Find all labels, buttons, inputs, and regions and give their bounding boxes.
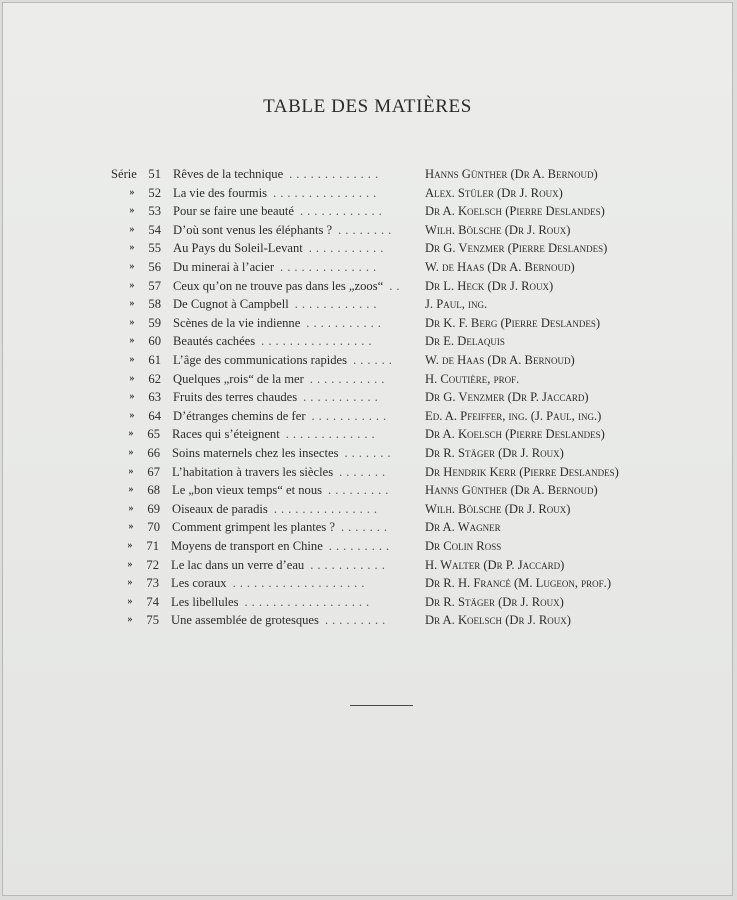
entry-title: Le „bon vieux temps“ et nous: [172, 483, 323, 498]
entry-author: Wilh. Bölsche (Dr J. Roux): [425, 501, 571, 516]
toc-entry: [3, 593, 733, 611]
entry-title: L’habitation à travers les siècles: [172, 464, 334, 479]
leader-dots: ...........: [309, 371, 389, 386]
serie-label: Série: [111, 167, 137, 181]
leader-dots: .............: [285, 427, 379, 442]
continuation-mark: »: [127, 540, 133, 551]
continuation-mark: »: [128, 484, 134, 496]
leader-dots: ...............: [273, 501, 382, 516]
entry-title: Pour se faire une beauté: [173, 204, 294, 219]
toc-entry: [3, 295, 733, 313]
series-number: 65: [147, 427, 160, 442]
entry-title: Le lac dans un verre d’eau: [171, 557, 305, 572]
entry-author: J. Paul, ing.: [425, 297, 488, 312]
toc-entry: [3, 407, 733, 425]
leader-dots: ...................: [232, 576, 369, 591]
entry-author: Dr A. Koelsch (Pierre Deslandes): [425, 427, 605, 442]
entry-author: Hanns Günther (Dr A. Bernoud): [425, 483, 598, 498]
toc-entry: [3, 277, 733, 295]
entry-title: Races qui s’éteignent: [172, 427, 280, 442]
series-number: 74: [146, 594, 159, 609]
continuation-mark: »: [129, 316, 135, 328]
page-title: TABLE DES MATIÈRES: [263, 96, 472, 117]
entry-author: Hanns Günther (Dr A. Bernoud): [425, 167, 598, 181]
leader-dots: ...........: [303, 390, 382, 405]
entry-title: Une assemblée de grotesques: [171, 613, 319, 628]
entry-title: D’où sont venus les éléphants ?: [173, 222, 333, 237]
entry-title: Du minerai à l’acier: [173, 260, 275, 274]
leader-dots: .........: [328, 483, 393, 498]
toc-entry: [3, 370, 733, 388]
series-number: 62: [148, 371, 161, 386]
toc-entry: [3, 239, 733, 257]
series-number: 73: [146, 576, 159, 591]
toc-entry: [3, 537, 733, 555]
toc-entry: [3, 574, 733, 592]
continuation-mark: »: [129, 409, 135, 421]
entry-author: Dr G. Venzmer (Dr P. Jaccard): [425, 390, 589, 405]
table-of-contents: [3, 3, 732, 895]
entry-title: Comment grimpent les plantes ?: [172, 520, 335, 535]
toc-entry: [3, 425, 733, 443]
continuation-mark: »: [128, 521, 134, 533]
toc-entry: [3, 221, 733, 239]
entry-author: Dr G. Venzmer (Pierre Deslandes): [425, 241, 608, 256]
leader-dots: ........: [338, 222, 396, 237]
leader-dots: .......: [341, 520, 392, 535]
leader-dots: ...........: [306, 315, 385, 330]
series-number: 52: [148, 185, 161, 200]
continuation-mark: »: [129, 223, 135, 235]
entry-title: D’étranges chemins de fer: [173, 408, 306, 423]
series-number: 51: [148, 167, 161, 181]
continuation-mark: »: [129, 298, 135, 310]
series-number: 66: [147, 446, 160, 460]
entry-title: Rêves de la technique: [173, 167, 284, 181]
entry-author: W. de Haas (Dr A. Bernoud): [425, 353, 575, 367]
toc-entry: [3, 388, 733, 406]
toc-entry: [3, 463, 733, 481]
entry-title: Les libellules: [171, 594, 239, 609]
leader-dots: ..................: [244, 594, 374, 609]
toc-entry: [3, 611, 733, 629]
continuation-mark: »: [127, 558, 133, 570]
entry-author: Dr L. Heck (Dr J. Roux): [425, 278, 554, 293]
leader-dots: ..: [389, 278, 404, 293]
leader-dots: ..............: [280, 260, 381, 274]
entry-author: Ed. A. Pfeiffer, ing. (J. Paul, ing.): [425, 408, 602, 423]
continuation-mark: »: [129, 335, 135, 347]
series-number: 70: [147, 520, 160, 535]
entry-title: Au Pays du Soleil-Levant: [173, 241, 303, 256]
toc-entry: [3, 556, 733, 574]
continuation-mark: »: [129, 391, 135, 403]
series-number: 75: [146, 613, 159, 628]
entry-author: Dr A. Koelsch (Dr J. Roux): [425, 613, 571, 628]
series-number: 69: [147, 501, 160, 516]
entry-author: Wilh. Bölsche (Dr J. Roux): [425, 222, 571, 237]
entry-title: Moyens de transport en Chine: [171, 539, 323, 553]
leader-dots: ...........: [311, 408, 391, 423]
continuation-mark: »: [129, 242, 135, 254]
toc-entry: [3, 165, 733, 183]
toc-entry: [3, 500, 733, 518]
continuation-mark: »: [128, 502, 134, 514]
leader-dots: ............: [300, 204, 386, 219]
continuation-mark: »: [128, 428, 134, 440]
entry-title: Quelques „rois“ de la mer: [173, 371, 304, 386]
series-number: 59: [148, 315, 161, 330]
leader-dots: .......: [339, 464, 390, 479]
series-number: 55: [148, 241, 161, 256]
continuation-mark: »: [127, 577, 133, 589]
entry-author: Dr A. Wagner: [425, 520, 501, 535]
entry-title: De Cugnot à Campbell: [173, 297, 289, 312]
entry-title: Soins maternels chez les insectes: [172, 446, 339, 460]
continuation-mark: »: [127, 595, 133, 607]
entry-author: Dr R. Stäger (Dr J. Roux): [425, 594, 564, 609]
entry-title: Fruits des terres chaudes: [173, 390, 298, 405]
entry-title: Beautés cachées: [173, 334, 256, 349]
toc-entry: [3, 202, 733, 220]
entry-author: Dr R. H. Francé (M. Lugeon, prof.): [425, 576, 612, 591]
leader-dots: ...........: [308, 241, 388, 256]
series-number: 61: [148, 353, 161, 367]
continuation-mark: »: [129, 372, 135, 384]
entry-title: Oiseaux de paradis: [172, 501, 268, 516]
leader-dots: ................: [261, 334, 376, 349]
toc-entry: [3, 481, 733, 499]
entry-author: H. Coutière, prof.: [425, 371, 520, 386]
series-number: 58: [148, 297, 161, 312]
book-page: [2, 2, 733, 896]
entry-author: H. Walter (Dr P. Jaccard): [425, 557, 565, 572]
entry-title: Scènes de la vie indienne: [173, 315, 301, 330]
series-number: 64: [148, 408, 161, 423]
leader-dots: ............: [294, 297, 381, 312]
entry-author: Dr Hendrik Kerr (Pierre Deslandes): [425, 464, 619, 479]
series-number: 60: [148, 334, 161, 349]
continuation-mark: »: [129, 261, 135, 272]
entry-author: W. de Haas (Dr A. Bernoud): [425, 260, 575, 274]
toc-entry: [3, 518, 733, 536]
leader-dots: .......: [344, 446, 395, 460]
entry-author: Dr E. Delaquis: [425, 334, 505, 349]
continuation-mark: »: [128, 465, 134, 477]
series-number: 54: [148, 222, 161, 237]
continuation-mark: »: [129, 205, 135, 217]
leader-dots: .........: [328, 539, 394, 553]
series-number: 53: [148, 204, 161, 219]
entry-author: Alex. Stüler (Dr J. Roux): [425, 185, 563, 200]
series-number: 63: [148, 390, 161, 405]
toc-entry: [3, 314, 733, 332]
leader-dots: ......: [353, 353, 396, 367]
entry-author: Dr A. Koelsch (Pierre Deslandes): [425, 204, 605, 219]
leader-dots: ...........: [310, 557, 389, 572]
continuation-mark: »: [129, 279, 135, 291]
series-number: 71: [146, 539, 159, 553]
toc-entry: [3, 444, 733, 462]
series-number: 56: [148, 260, 161, 274]
toc-entry: [3, 351, 733, 369]
series-number: 57: [148, 278, 161, 293]
entry-title: Les coraux: [171, 576, 227, 591]
entry-author: Dr Colin Ross: [425, 539, 502, 553]
entry-title: L’âge des communications rapides: [173, 353, 348, 367]
series-number: 72: [146, 557, 159, 572]
leader-dots: .........: [324, 613, 390, 628]
continuation-mark: »: [128, 447, 134, 458]
continuation-mark: »: [129, 186, 135, 198]
toc-entry: [3, 258, 733, 276]
entry-title: Ceux qu’on ne trouve pas dans les „zoos“: [173, 278, 384, 293]
toc-entry: [3, 184, 733, 202]
leader-dots: .............: [289, 167, 383, 181]
leader-dots: ...............: [273, 185, 381, 200]
series-number: 68: [147, 483, 160, 498]
continuation-mark: »: [127, 614, 133, 626]
series-number: 67: [147, 464, 160, 479]
continuation-mark: »: [129, 354, 135, 365]
toc-entry: [3, 332, 733, 350]
end-rule: [350, 705, 413, 706]
entry-title: La vie des fourmis: [173, 185, 268, 200]
entry-author: Dr R. Stäger (Dr J. Roux): [425, 446, 564, 460]
entry-author: Dr K. F. Berg (Pierre Deslandes): [425, 315, 601, 330]
